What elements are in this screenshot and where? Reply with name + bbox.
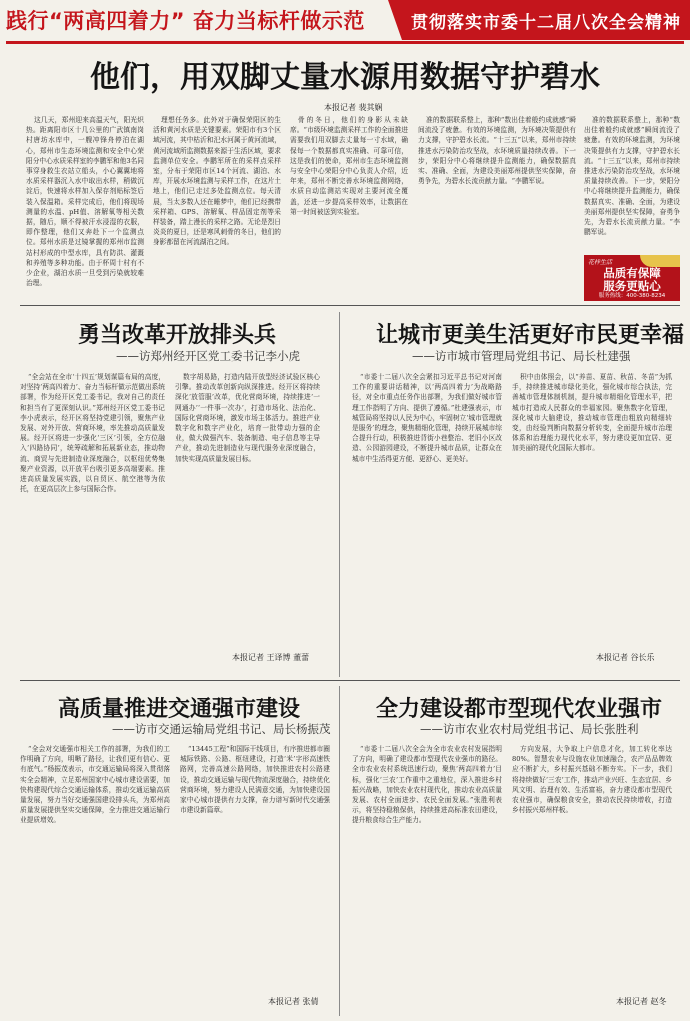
article-2-subtitle: ——访市城市管理局党组书记、局长杜建强 bbox=[412, 349, 631, 363]
top-byline: 本报记者 裴其娴 bbox=[324, 103, 383, 112]
vertical-divider-2 bbox=[339, 686, 340, 1016]
top-col-2: 理想任务多。此外对于确保荣阳区的生活和黄河水质是关键要素。荣阳市有3个区域河流，其中枯沂和汜水河属于黄河流域，黄河流域所监测数据来源于生活区域，要求监测单位安全。李鹏军所在的采样点采样室，分布于荣阳市区14个河流、湖泊、水库，开展水环境监测与采样工作，在这片土地上，他们已走过多处监测点位。每天清晨，当太多数人还在睡梦中，他们已经携带采样箱、GPS、溶解氧、样品固定剂等采样装备，踏上漫长的采样之路。无论是烈日炎炎的夏日，还是寒风刺骨的冬日，他们的身影都留在河流湖泊之间。 bbox=[153, 116, 281, 247]
vertical-divider-1 bbox=[339, 312, 340, 677]
article-1-subtitle: ——访郑州经开区党工委书记李小虎 bbox=[116, 349, 300, 363]
article-4-col-1: “市委十二届八次全会为全市农业农村发展指明了方向，明确了建设都市型现代农业强市的路径。全市农业农村系统迅速行动，聚焦‘两高四着力’目标，强化‘三农’工作重中之重地位，深入推进乡村振兴战略，加快农业农村现代化，推动农业高质量发展、农村全面进步、农民全面发展。”张胜利表示，将坚持稳粮保供，持续推进高标准农田建设，提升粮食综合生产能力。 bbox=[352, 745, 502, 825]
top-col-3: 骨的冬日，他们的身影从未缺席。“市级环境监测采样工作的全面推进需要我们用双脚去丈量每一寸水域，确保每一个数据都真实准确、可靠可信，这是我们的使命，郑州市生态环境监测与安全中心荣阳分中心负责人介绍，近年来，郑州不断完善水环境监测网络，水质自动监测站实现对主要河流全覆盖，还进一步提高采样效率，让数据在第一时间被送到实验室。 bbox=[290, 116, 408, 216]
article-2-headline: 让城市更美生活更好市民更幸福 bbox=[376, 323, 685, 348]
article-2-byline: 本报记者 谷长乐 bbox=[596, 653, 655, 662]
advertisement bbox=[584, 255, 680, 301]
article-3-headline: 高质量推进交通强市建设 bbox=[58, 697, 301, 722]
ad-brand: 花样生活 bbox=[588, 259, 613, 266]
header-divider bbox=[6, 41, 684, 44]
article-4-col-2: 方向发展，大争取上户信息才化，加工转化率达80%。智慧农业与设施农业加速融合，农产品品牌效应不断扩大，乡村振兴基础不断夯实。下一步，我们将持续做好‘三农’工作，推动产业兴旺、生态宜居、乡风文明、治理有效、生活富裕，奋力建设都市型现代农业强市，确保粮食安全，推动农民持续增收，打造乡村振兴郑州样板。 bbox=[512, 745, 672, 815]
ad-slogan-line-2: 服务更贴心 bbox=[603, 279, 661, 293]
article-3-col-2: “13445工程”和国际干线项目，有序推进都市圈城际铁路、公路、枢纽建设，打造‘米’字形高速铁路网，完善高速公路网络，加快推进农村公路建设，推动交通运输与现代物流深度融合，持续优化营商环境，努力建设人民满意交通，为加快建设国家中心城市提供有力支撑，奋力谱写新时代交通强市建设新篇章。 bbox=[180, 745, 330, 815]
ad-slogan-line-1: 品质有保障 bbox=[603, 266, 661, 280]
article-2-col-1: “市委十二届八次全会紧扣习近平总书记对河南工作的重要讲话精神，以‘两高四着力’为战略路径，对全市重点任务作出部署，为我们做好城市管理工作指明了方向、提供了遵循。”杜建强表示，市城管局将坚持以人民为中心，牢固树立‘城市管理就是服务’的理念，聚焦精细化管理，持续开展城市综合提升行动，积极推进背街小巷整治、老旧小区改造、公园游园建设，不断提升城市品质，让群众在城市中生活得更方便、更舒心、更美好。 bbox=[352, 373, 502, 463]
article-1-col-1: “全会站在全市‘十四五’规划谋篇布局的高度，对坚持‘两高四着力’、奋力当标杆做示范做出系统部署，作为经开区党工委书记，我对自己的责任和担当有了更深刻认识。”郑州经开区党工委书记李小虎表示，经开区将坚持党建引领，聚焦产业发展、对外开放、营商环境，率先推动高质量发展。经开区将进一步强化‘三区’引领，全方位融入‘四路协同’，统筹疏解和拓展新业态，推动物流、商贸与先进制造业深度融合，以枢纽优势集聚产业资源，以开放平台吸引更多高端要素。推进高质量发展实践，以自贸区、航空港等为依托，在更高层次上参与国际合作。 bbox=[20, 373, 165, 494]
top-col-5: 准的数据联系整上，那种“数出佳着般约成就感”瞬间流没了疲惫。有效的环境监测，为环境决策提供有力支撑，守护碧水长流。“十三五”以来，郑州市持续推进水污染防治攻坚战，水环境质量持续改善。下一步，荣阳分中心将继续提升监测能力，确保数据真实、准确、全面，为建设美丽郑州提供坚实保障，奋勇争先，为碧水长流贡献力量。“李鹏军说。 bbox=[584, 116, 680, 237]
top-headline: 他们，用双脚丈量水源用数据守护碧水 bbox=[90, 60, 600, 95]
top-col-4: 准的数据联系整上，那种“数出佳着般约成就感”瞬间流没了疲惫。有效的环境监测，为环境决策提供有力支撑，守护碧水长流。“十三五”以来，郑州市持续推进水污染防治攻坚战，水环境质量持续改善。下一步，荣阳分中心将继续提升监测能力，确保数据真实、准确、全面，为建设美丽郑州提供坚实保障，奋勇争先，为碧水长流贡献力量。“李鹏军说。 bbox=[418, 116, 576, 186]
article-4-byline: 本报记者 赵冬 bbox=[616, 997, 667, 1006]
header-left-slogan: 践行“两高四着力” 奋力当标杆做示范 bbox=[6, 9, 365, 33]
article-1-headline: 勇当改革开放排头兵 bbox=[78, 323, 277, 348]
page-header-band bbox=[0, 0, 690, 40]
ad-hotline: 服务热线：400-380-8234 bbox=[598, 293, 666, 299]
article-3-byline: 本报记者 张倩 bbox=[268, 997, 319, 1006]
top-col-1: 这几天，郑州迎来高温天气，阳光炽热。距离阳市区十几公里的广武镇南岗村唐坊水库中，一艘冲锋舟停泊在湖心，郑州市生态环境监测和安全中心荣阳分中心水质采样室的李鹏军和他3名同事穿身救生衣站立船头，小心翼翼地将水质采样器沉入水中取出水样，稍做沉淀后，快速将水样加入保存剂贴标签后装入保温箱。采样完成后，他们将现场测量的水温、pH值、溶解氧等相关数据，随后，顺不得被汗水浸湿的衣服，即作整理，他们又奔赴下一个监测点位。郑州水质是过镜掌握的郑州市监测站村形成的中型水库，具有防洪、灌溉和养殖等多种功能。由于杯周十村有不少企业，湖泊水质一旦受到污染就较难治理。 bbox=[26, 116, 144, 288]
article-4-headline: 全力建设都市型现代农业强市 bbox=[376, 697, 663, 722]
article-3-col-1: “全会对交通强市相关工作的部署，为我们的工作明确了方向，明晰了路径，让我们更有信心、更有底气。”杨振茂表示，市交通运输局将深入贯彻落实全会精神，立足郑州国家中心城市建设需要，加快构建现代综合交通运输体系，推动交通运输高质量发展，努力当好交通强国建设排头兵，为郑州高质量发展提供坚实交通保障，全力推进交通运输行业提质增效。 bbox=[20, 745, 170, 825]
article-4-subtitle: ——访市农业农村局党组书记、局长张胜利 bbox=[420, 722, 639, 736]
section-divider-1 bbox=[20, 305, 680, 306]
article-2-col-2: 积中由体照会，以“养苗、夏苗、秋苗、冬苗”为抓手，持续推进城市绿化美化，强化城市综合执法，完善城市管理体制机制，提升城市精细化管理水平，把城市打造成人民群众的幸福家园。聚焦数字化管理，深化城市大脑建设，推动城市管理由粗放向精细转变，由经验判断向数据分析转变，全面提升城市治理体系和治理能力现代化水平，努力建设更加宜居、更加美丽的现代化国际大都市。 bbox=[512, 373, 672, 453]
article-1-byline: 本报记者 王译博 董蕾 bbox=[232, 653, 310, 662]
header-right-slogan: 贯彻落实市委十二届八次全会精神 bbox=[402, 0, 690, 40]
section-divider-2 bbox=[20, 680, 680, 681]
ad-slogan bbox=[584, 267, 680, 293]
article-1-col-2: 数字胡易路，打造内陆开放型经济试验区核心引擎。推动改革创新向纵深推进。经开区将持续深化‘放管服’改革，优化营商环境，持续推进‘一网通办’‘一件事一次办’，打造市场化、法治化、国际化营商环境，激发市场主体活力。推进产业数字化和数字产业化，培育一批带动力强的企业，做大做强汽车、装备制造、电子信息等主导产业，推动先进制造业与现代服务业深度融合，加快实现高质量发展目标。 bbox=[175, 373, 320, 463]
article-3-subtitle: ——访市交通运输局党组书记、局长杨振茂 bbox=[112, 722, 331, 736]
